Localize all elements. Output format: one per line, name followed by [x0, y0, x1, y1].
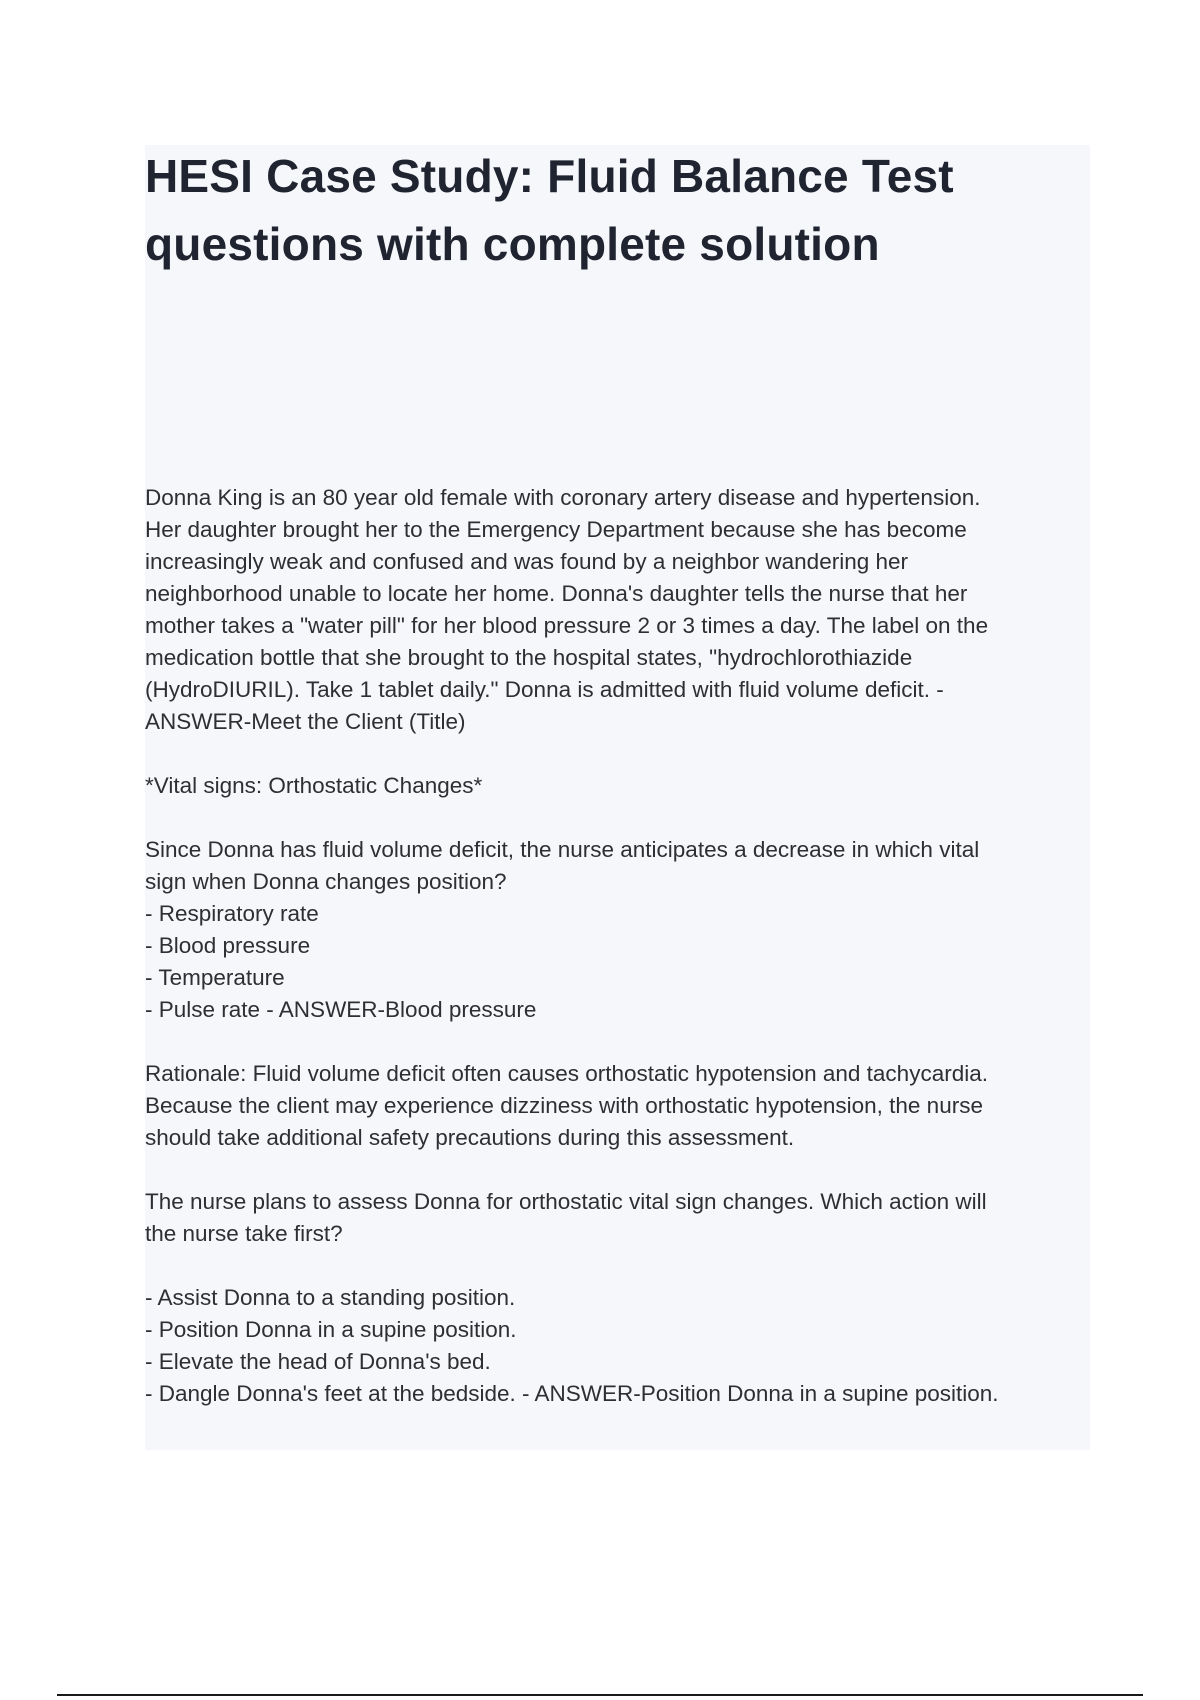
answer-option: - Temperature [145, 965, 285, 990]
question-text: sign when Donna changes position? [145, 869, 507, 894]
text-line: Donna King is an 80 year old female with coronary artery disease and hypertension. [145, 485, 981, 510]
text-line: increasingly weak and confused and was found by a neighbor wandering her [145, 549, 909, 574]
answer-option: - Blood pressure [145, 933, 311, 958]
question-text: The nurse plans to assess Donna for orthostatic vital sign changes. Which action will [145, 1189, 987, 1214]
intro-paragraph [145, 482, 1085, 738]
answer-option: - Position Donna in a supine position. [145, 1317, 517, 1342]
page-bottom-divider [57, 1694, 1143, 1696]
question-2 [145, 1186, 1085, 1250]
text-line: ANSWER-Meet the Client (Title) [145, 709, 466, 734]
text-line: should take additional safety precautions during this assessment. [145, 1125, 795, 1150]
question-text: the nurse take first? [145, 1221, 343, 1246]
text-line: mother takes a "water pill" for her blood pressure 2 or 3 times a day. The label on the [145, 613, 989, 638]
paragraph-gap [145, 1250, 1085, 1282]
paragraph-gap [145, 738, 1085, 770]
paragraph-gap [145, 1026, 1085, 1058]
text-line: neighborhood unable to locate her home. Donna's daughter tells the nurse that her [145, 581, 968, 606]
answer-option: - Dangle Donna's feet at the bedside. - ANSWER-Position Donna in a supine position. [145, 1381, 999, 1406]
text-line: *Vital signs: Orthostatic Changes* [145, 773, 483, 798]
paragraph-gap [145, 802, 1085, 834]
title-line: HESI Case Study: Fluid Balance Test [145, 150, 954, 202]
title-line: questions with complete solution [145, 218, 880, 270]
text-line: Rationale: Fluid volume deficit often causes orthostatic hypotension and tachycardia. [145, 1061, 988, 1086]
section-heading [145, 770, 1085, 802]
answer-option: - Respiratory rate [145, 901, 319, 926]
question-1 [145, 834, 1085, 1026]
answer-option: - Elevate the head of Donna's bed. [145, 1349, 491, 1374]
document-body [145, 482, 1085, 1410]
answer-option: - Pulse rate - ANSWER-Blood pressure [145, 997, 537, 1022]
paragraph-gap [145, 1154, 1085, 1186]
document-title [145, 142, 1085, 278]
text-line: medication bottle that she brought to the hospital states, "hydrochlorothiazide [145, 645, 913, 670]
text-line: Because the client may experience dizziness with orthostatic hypotension, the nurse [145, 1093, 983, 1118]
answer-option: - Assist Donna to a standing position. [145, 1285, 516, 1310]
question-2-options [145, 1282, 1085, 1410]
text-line: (HydroDIURIL). Take 1 tablet daily." Donna is admitted with fluid volume deficit. - [145, 677, 944, 702]
rationale-paragraph [145, 1058, 1085, 1154]
text-line: Her daughter brought her to the Emergency Department because she has become [145, 517, 967, 542]
question-text: Since Donna has fluid volume deficit, the nurse anticipates a decrease in which vital [145, 837, 980, 862]
